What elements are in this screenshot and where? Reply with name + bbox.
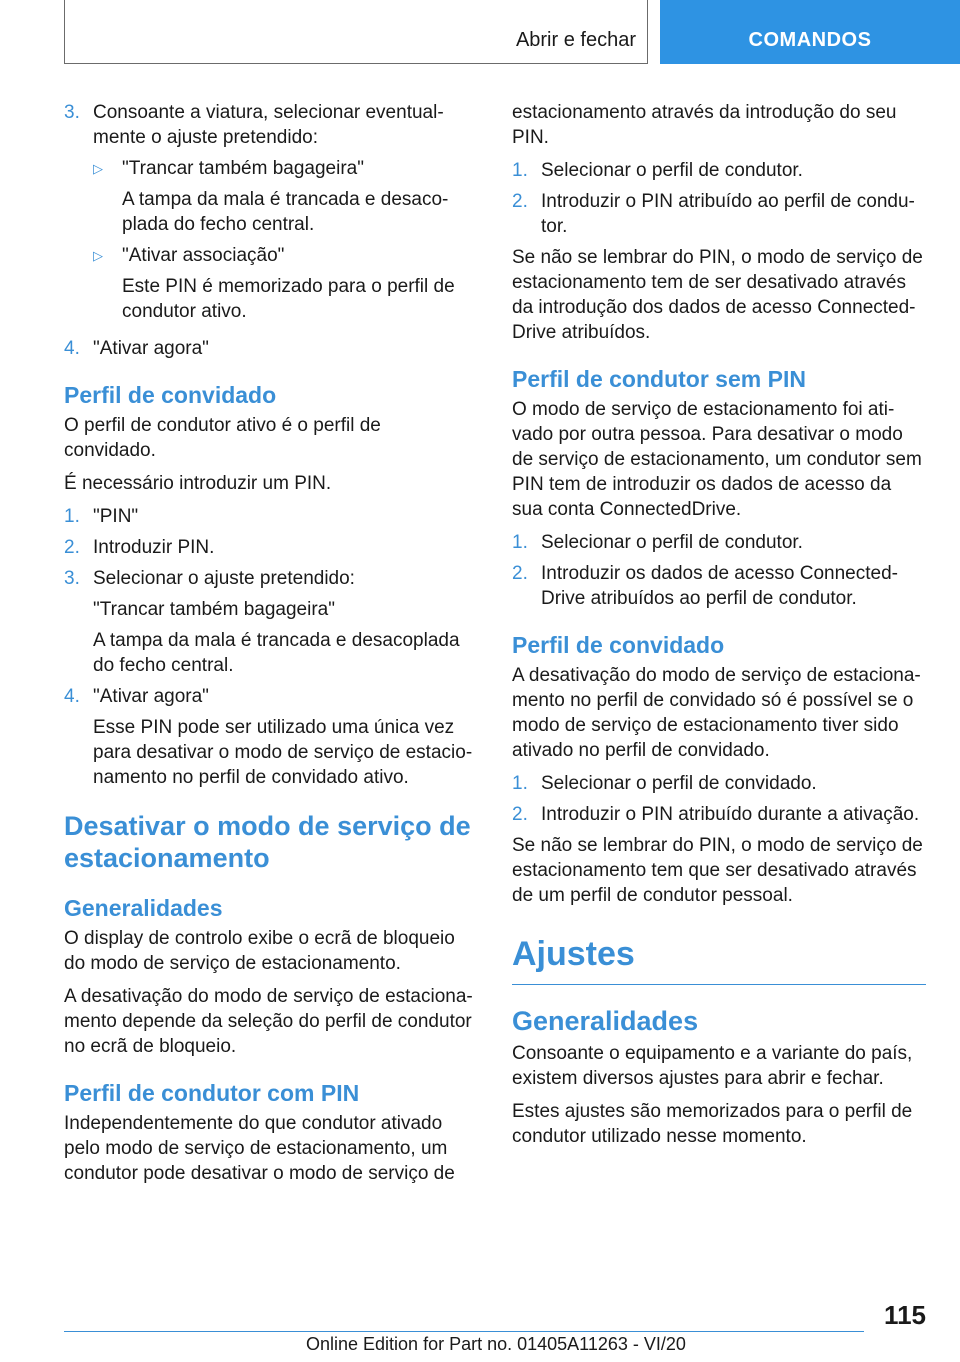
sub-item-text: A tampa da mala é trancada e desaco-plada do fecho central. [122, 189, 449, 235]
list-text: "Ativar agora" [93, 338, 209, 359]
heading-guest-profile: Perfil de convidado [512, 632, 725, 658]
paragraph: Consoante o equipamento e a variante do país, existem diversos ajustes para abrir e fechar. [512, 1043, 913, 1089]
list-text: Selecionar o perfil de convidado. [541, 773, 817, 794]
heading-general: Generalidades [64, 895, 223, 921]
list-number: 2. [512, 563, 528, 584]
list-number: 3. [64, 102, 80, 123]
list-item [512, 189, 926, 239]
sub-list-item [93, 156, 478, 237]
list-number: 2. [64, 537, 80, 558]
sub-item-text: Este PIN é memorizado para o perfil de condutor ativo. [122, 276, 455, 322]
heading-general: Generalidades [512, 1006, 699, 1036]
list-text: Selecionar o perfil de condutor. [541, 532, 803, 553]
list-text: Introduzir os dados de acesso Connected-Drive atribuídos ao perfil de condutor. [541, 563, 898, 609]
paragraph: A desativação do modo de serviço de estaciona-mento depende da seleção do perfil de condutor no ecrã de bloqueio. [64, 986, 473, 1057]
list-item [512, 802, 926, 827]
list-text: Consoante a viatura, selecionar eventual-mente o ajuste pretendido: [93, 102, 444, 148]
heading-driver-without-pin: Perfil de condutor sem PIN [512, 366, 806, 392]
list-item [64, 336, 478, 361]
triangle-bullet-icon: ▷ [93, 161, 103, 176]
heading-deactivate-parking-service: Desativar o modo de serviço de estacionamento [64, 811, 471, 873]
list-number: 2. [512, 804, 528, 825]
heading-guest-profile: Perfil de convidado [64, 382, 277, 408]
list-item [64, 684, 478, 790]
list-text: Introduzir o PIN atribuído durante a ativação. [541, 804, 920, 825]
paragraph: Independentemente do que condutor ativado pelo modo de serviço de estacionamento, um condutor pode desativar o modo de serviço de [64, 1113, 455, 1184]
list-text: Selecionar o ajuste pretendido: [93, 568, 355, 589]
footer-divider [64, 1331, 864, 1332]
paragraph: Se não se lembrar do PIN, o modo de serviço de estacionamento tem de ser desativado através da introdução dos dados de acesso Connected-Drive atribuídos. [512, 247, 923, 343]
page-number: 115 [884, 1300, 926, 1330]
left-column [64, 100, 478, 1194]
list-subtext: Esse PIN pode ser utilizado uma única vez para desativar o modo de serviço de estacio-namento no perfil de convidado ativo. [93, 717, 473, 788]
paragraph: O display de controlo exibe o ecrã de bloqueio do modo de serviço de estacionamento. [64, 928, 455, 974]
list-number: 4. [64, 686, 80, 707]
list-subtext: A tampa da mala é trancada e desacoplada do fecho central. [93, 630, 460, 676]
list-number: 4. [64, 338, 80, 359]
list-item [64, 100, 478, 330]
paragraph: A desativação do modo de serviço de estaciona-mento no perfil de convidado só é possível se o modo de serviço de estacionamento tiver sido ativado no perfil de convidado. [512, 665, 921, 761]
list-text: Introduzir o PIN atribuído ao perfil de condu-tor. [541, 191, 915, 237]
list-item [512, 561, 926, 611]
list-subtext: "Trancar também bagageira" [93, 599, 335, 620]
list-item [512, 530, 926, 555]
list-number: 3. [64, 568, 80, 589]
paragraph: O modo de serviço de estacionamento foi ati-vado por outra pessoa. Para desativar o modo de serviço de estacionamento, um condutor sem PIN tem de introduzir os dados de acesso da sua conta ConnectedDrive. [512, 399, 922, 520]
footer-edition-text: Online Edition for Part no. 01405A11263 - VI/20 [306, 1334, 686, 1354]
list-item [512, 158, 926, 183]
sub-item-title: "Ativar associação" [122, 245, 285, 266]
header-chapter-tab: COMANDOS [660, 0, 960, 64]
paragraph: Estes ajustes são memorizados para o perfil de condutor utilizado nesse momento. [512, 1101, 913, 1147]
list-text: "Ativar agora" [93, 686, 209, 707]
list-number: 1. [512, 773, 528, 794]
list-item [64, 504, 478, 529]
list-item [512, 771, 926, 796]
list-number: 1. [64, 506, 80, 527]
list-item [64, 535, 478, 560]
list-text: Selecionar o perfil de condutor. [541, 160, 803, 181]
paragraph: estacionamento através da introdução do seu PIN. [512, 102, 897, 148]
heading-settings: Ajustes [512, 932, 926, 985]
paragraph: É necessário introduzir um PIN. [64, 473, 332, 494]
list-text: "PIN" [93, 506, 139, 527]
list-text: Introduzir PIN. [93, 537, 215, 558]
sub-list-item [93, 243, 478, 324]
list-number: 2. [512, 191, 528, 212]
list-number: 1. [512, 160, 528, 181]
right-column [512, 100, 926, 1157]
heading-driver-with-pin: Perfil de condutor com PIN [64, 1080, 360, 1106]
list-number: 1. [512, 532, 528, 553]
header-section-title: Abrir e fechar [515, 29, 636, 51]
paragraph: Se não se lembrar do PIN, o modo de serviço de estacionamento tem que ser desativado através de um perfil de condutor pessoal. [512, 835, 923, 906]
triangle-bullet-icon: ▷ [93, 248, 103, 263]
sub-item-title: "Trancar também bagageira" [122, 158, 364, 179]
paragraph: O perfil de condutor ativo é o perfil de convidado. [64, 415, 381, 461]
list-item [64, 566, 478, 678]
